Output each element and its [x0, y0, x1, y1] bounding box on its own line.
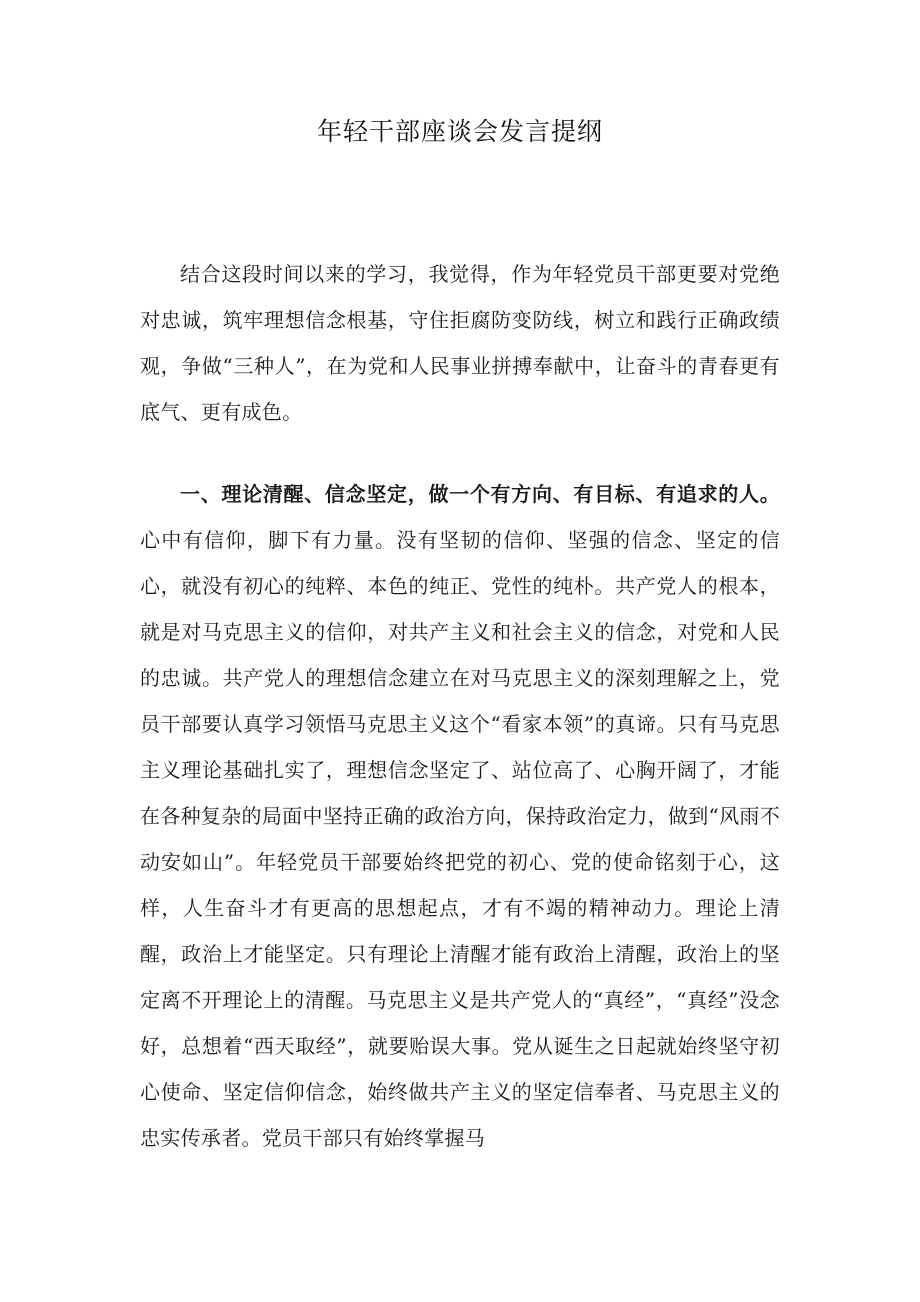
section-1-paragraph [140, 471, 780, 1161]
section-1-heading: 一、理论清醒、信念坚定，做一个有方向、有目标、有追求的人。 [180, 482, 780, 506]
document-title: 年轻干部座谈会发言提纲 [316, 117, 603, 146]
section-1-body: 心中有信仰，脚下有力量。没有坚韧的信仰、坚强的信念、坚定的信心，就没有初心的纯粹、本色的纯正、党性的纯朴。共产党人的根本，就是对马克思主义的信仰，对共产主义和社会主义的信念，对党和人民的忠诚。共产党人的理想信念建立在对马克思主义的深刻理解之上，党员干部要认真学习领悟马克思主义这个“看家本领”的真谛。只有马克思主义理论基础扎实了，理想信念坚定了、站位高了、心胸开阔了，才能在各种复杂的局面中坚持正确的政治方向，保持政治定力，做到“风雨不动安如山”。年轻党员干部要始终把党的初心、党的使命铭刻于心，这样，人生奋斗才有更高的思想起点，才有不竭的精神动力。理论上清醒，政治上才能坚定。只有理论上清醒才能有政治上清醒，政治上的坚定离不开理论上的清醒。马克思主义是共产党人的“真经”，“真经”没念好，总想着“西天取经”，就要贻误大事。党从诞生之日起就始终坚守初心使命、坚定信仰信念，始终做共产主义的坚定信奉者、马克思主义的忠实传承者。党员干部只有始终掌握马 [140, 528, 780, 1150]
intro-paragraph: 结合这段时间以来的学习，我觉得，作为年轻党员干部更要对党绝对忠诚，筑牢理想信念根基，守住拒腐防变防线，树立和践行正确政绩观，争做“三种人”，在为党和人民事业拼搏奉献中，让奋斗的青春更有底气、更有成色。 [140, 262, 780, 424]
